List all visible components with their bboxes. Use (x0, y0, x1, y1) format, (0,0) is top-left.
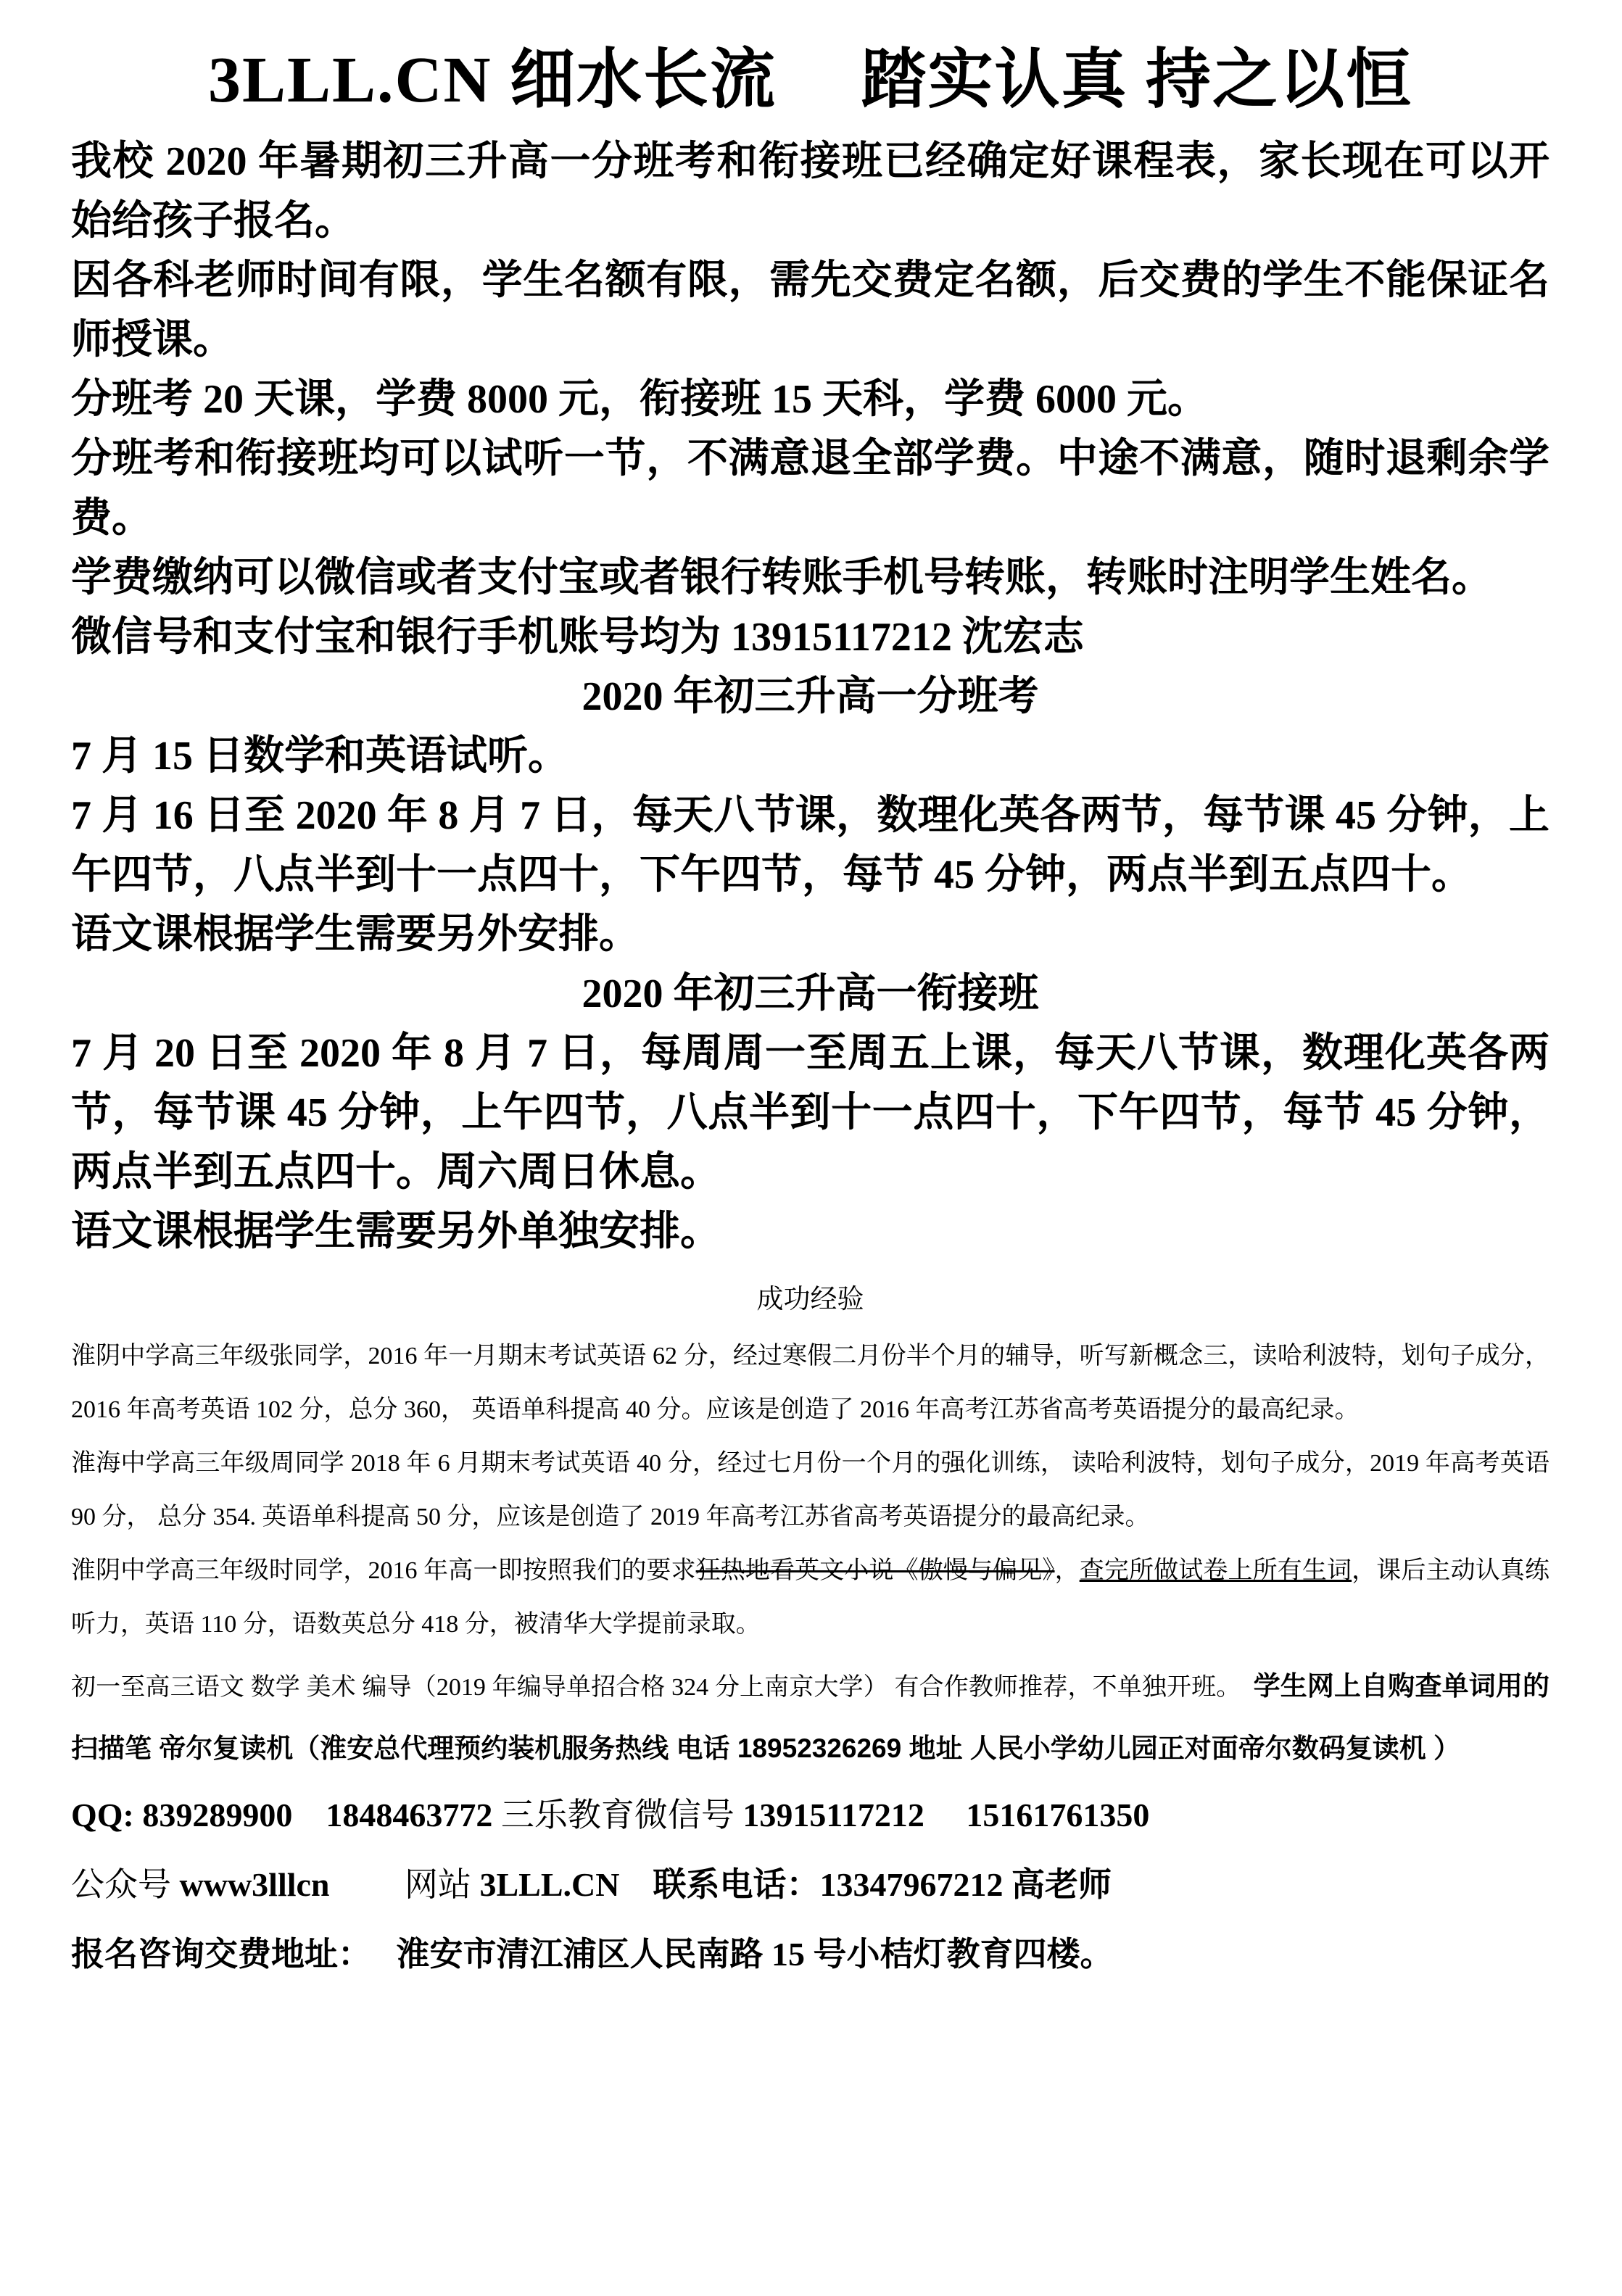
section-paragraph: 语文课根据学生需要另外单独安排。 (71, 1209, 721, 1254)
section-paragraph: 语文课根据学生需要另外安排。 (71, 911, 640, 957)
contact-block (71, 1781, 1549, 1989)
success-story (71, 1544, 1549, 1651)
intro-paragraph: 分班考 20 天课，学费 8000 元，衔接班 15 天科，学费 6000 元。 (71, 376, 1208, 422)
text-segment (619, 1866, 653, 1903)
text-segment: 查完所做试卷上所有生词 (1079, 1557, 1352, 1584)
success-story: 淮阴中学高三年级张同学，2016 年一月期末考试英语 62 分，经过寒假二月份半个月的辅导，听写新概念三，读哈利波特，划句子成分，2016 年高考英语 102 分，总分 360， 英语单科提高 40 分。应该是创造了 2016 年高考江苏省高考英语提分的最高纪录。 (71, 1342, 1549, 1423)
section-heading: 2020 年初三升高一衔接班 (582, 971, 1039, 1016)
contact-address-line (71, 1920, 1549, 1989)
page-title: 3LLL.CN 细水长流 踏实认真 持之以恒 (207, 44, 1413, 116)
text-segment: ， (1054, 1557, 1080, 1584)
text-segment: 13915117212 15161761350 (742, 1796, 1150, 1833)
text-segment: 学生网上自购查单词用的扫描笔 帝尔复读机（淮安总代理预约装机服务热线 电话 18952326269 地址 人民小学幼儿园正对面帝尔数码复读机 ） (71, 1670, 1550, 1763)
intro-paragraph: 学费缴纳可以微信或者支付宝或者银行转账手机号转账，转账时注明学生姓名。 (71, 555, 1492, 600)
section-bridge-class (71, 964, 1549, 1261)
intro-paragraph: 分班考和衔接班均可以试听一节，不满意退全部学费。中途不满意，随时退剩余学费。 (71, 436, 1549, 541)
section-paragraph: 7 月 16 日至 2020 年 8 月 7 日，每天八节课，数理化英各两节，每节课 45 分钟，上午四节，八点半到十一点四十，下午四节，每节 45 分钟，两点半到五点四十。 (71, 792, 1549, 898)
section-paragraph: 7 月 15 日数学和英语试听。 (71, 733, 568, 779)
section-heading: 2020 年初三升高一分班考 (582, 674, 1039, 719)
text-segment: www3lllcn (179, 1865, 330, 1903)
section-placement-exam (71, 667, 1549, 964)
text-segment: 联系电话：13347967212 高老师 (653, 1865, 1112, 1903)
text-segment: 3LLL.CN (479, 1865, 620, 1903)
text-segment: QQ: 839289900 1848463772 (71, 1796, 501, 1833)
success-story: 淮海中学高三年级周同学 2018 年 6 月期末考试英语 40 分，经过七月份一个月的强化训练， 读哈利波特，划句子成分，2019 年高考英语 90 分， 总分 354. 英语单科提高 50 分，应该是创造了 2019 年高考江苏省高考英语提分的最高纪录。 (71, 1449, 1549, 1530)
intro-paragraph-payment-account: 微信号和支付宝和银行手机账号均为 13915117212 沈宏志 (71, 614, 1084, 660)
contact-website-line (71, 1850, 1549, 1920)
section-success-stories (71, 1275, 1549, 1651)
success-heading: 成功经验 (756, 1284, 864, 1314)
section-paragraph: 7 月 20 日至 2020 年 8 月 7 日，每周周一至周五上课，每天八节课，数理化英各两节，每节课 45 分钟，上午四节，八点半到十一点四十，下午四节，每节 45 分钟，两点半到五点四十。周六周日休息。 (71, 1030, 1549, 1195)
text-segment: 初一至高三语文 数学 美术 编导（2019 年编导单招合格 324 分上南京大学） 有合作教师推荐，不单独开班。 (71, 1673, 1254, 1701)
text-segment: 三乐教育微信号 (500, 1796, 743, 1833)
text-segment: 狂热地看英文小说《傲慢与偏见》 (695, 1557, 1055, 1584)
contact-qq-line (71, 1781, 1549, 1850)
text-segment: 公众号 (71, 1865, 180, 1903)
text-segment: ，课后主动认真练听力，英语 110 分，语数英总分 418 分，被清华大学提前录取。 (71, 1557, 1550, 1638)
intro-paragraph: 因各科老师时间有限，学生名额有限，需先交费定名额，后交费的学生不能保证名师授课。 (71, 257, 1549, 362)
intro-paragraph: 我校 2020 年暑期初三升高一分班考和衔接班已经确定好课程表，家长现在可以开始给孩子报名。 (71, 138, 1549, 244)
products-paragraph (71, 1656, 1549, 1781)
text-segment: 淮阴中学高三年级时同学，2016 年高一即按照我们的要求 (71, 1557, 696, 1584)
text-segment: 报名咨询交费地址： 淮安市清江浦区人民南路 15 号小桔灯教育四楼。 (71, 1935, 1114, 1973)
text-segment: 网站 (329, 1865, 480, 1903)
